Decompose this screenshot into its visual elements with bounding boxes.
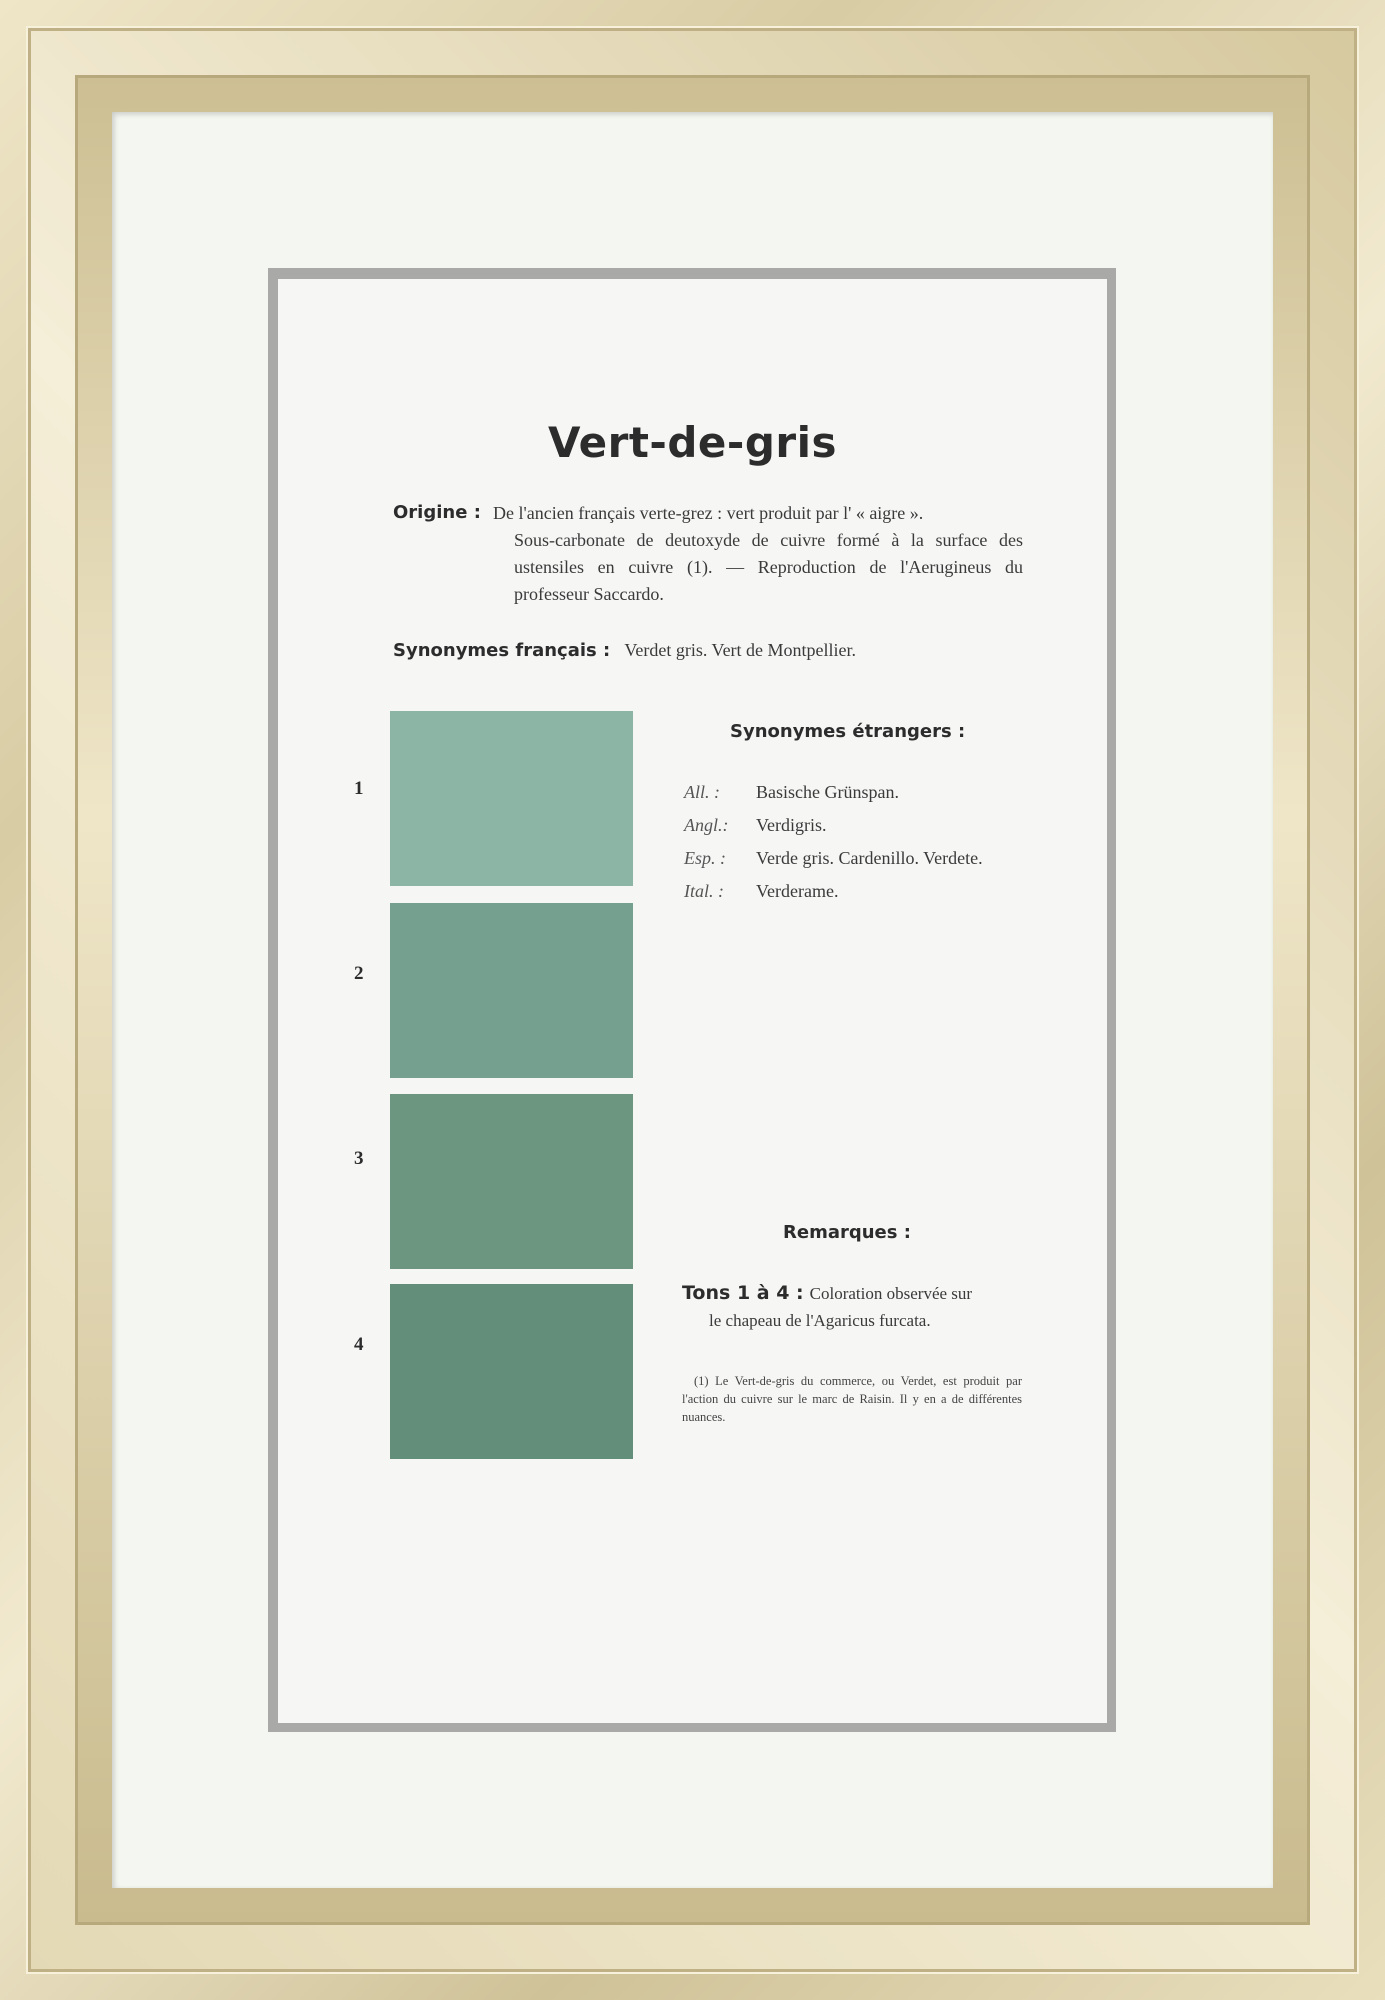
swatch-number-3: 3 (354, 1148, 364, 1169)
synonymes-etrangers-label: Synonymes étrangers : (730, 721, 966, 742)
tons-remark (682, 1280, 1022, 1334)
synonym-lang: Esp. : (684, 848, 726, 868)
synonym-row (684, 881, 838, 902)
synonym-text: Verderame. (756, 881, 839, 901)
synonym-text: Verdigris. (756, 815, 827, 835)
synonym-row (684, 782, 899, 803)
synonymes-francais-label: Synonymes français : (393, 640, 611, 661)
swatch-number-2: 2 (354, 963, 364, 984)
synonymes-francais-text: Verdet gris. Vert de Montpellier. (624, 640, 857, 660)
synonym-row (684, 848, 983, 869)
synonym-text: Verde gris. Cardenillo. Verdete. (756, 848, 983, 868)
synonym-row (684, 815, 827, 836)
remarques-label: Remarques : (783, 1222, 911, 1243)
color-swatch-4 (390, 1284, 633, 1459)
tons-label: Tons 1 à 4 : (682, 1282, 804, 1304)
color-swatch-3 (390, 1094, 633, 1269)
synonymes-francais (393, 640, 856, 661)
footnote-text: (1) Le Vert-de-gris du commerce, ou Verdet, est produit par l'action du cuivre sur le marc de Raisin. Il y en a de différentes nuances. (682, 1374, 1022, 1424)
tons-line1: Coloration observée sur (809, 1284, 973, 1303)
origine-line2: Sous-carbonate de deutoxyde de cuivre formé à la surface des ustensiles en cuivre (1). — Reproduction de l'Aerugineus du professeur Saccardo. (514, 530, 1023, 604)
synonym-lang: Ital. : (684, 881, 724, 901)
color-swatch-2 (390, 903, 633, 1078)
footnote (682, 1372, 1022, 1426)
origine-text (493, 500, 1023, 608)
swatch-number-4: 4 (354, 1334, 364, 1355)
swatch-number-1: 1 (354, 778, 364, 799)
synonym-text: Basische Grünspan. (756, 782, 899, 802)
color-swatch-1 (390, 711, 633, 886)
page-title: Vert-de-gris (547, 418, 838, 467)
tons-line2: le chapeau de l'Agaricus furcata. (709, 1311, 931, 1330)
synonym-lang: Angl.: (684, 815, 729, 835)
origine-line1: De l'ancien français verte-grez : vert produit par l' « aigre ». (493, 503, 924, 523)
synonym-lang: All. : (684, 782, 720, 802)
origine-label: Origine : (393, 502, 481, 523)
